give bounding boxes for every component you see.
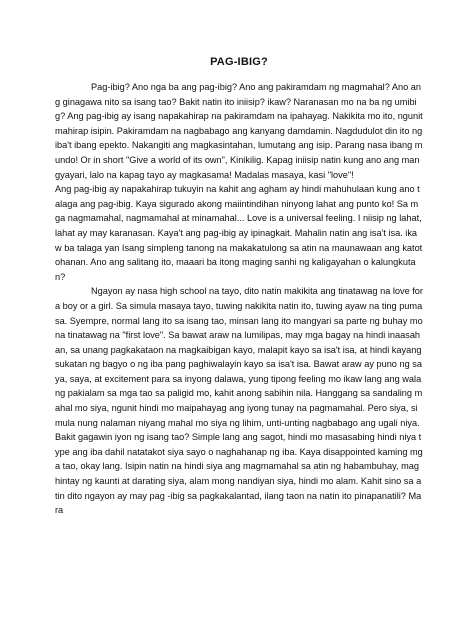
paragraph-2: Ang pag-ibig ay napakahirap tukuyin na kahit ang agham ay hindi mahuhulaan kung ano talaga ang pag-ibig. Kaya sigurado akong maiintindihan ninyong lahat ang punto ko! Sa mga nagmamahal, nagmamahal at minamahal... Love is a universal feeling. I niisip ng lahat, lahat ay may karanasan. Kaya't ang pag-ibig ay ipinagkait. Mahalin natin ang isa't isa. ikaw ba talaga yan Isang simpleng tanong na makakatulong sa atin na maunawaan ang katotohanan. Ano ang salitang ito, maaari ba itong maging sanhi ng kaligayahan o kalungkutan? xyxy=(55,184,423,282)
paragraph-1: Pag-ibig? Ano nga ba ang pag-ibig? Ano ang pakiramdam ng magmahal? Ano ang ginagawa nito sa isang tao? Bakit natin ito iniisip? ikaw? Naranasan mo na ba ng umibig? Ang pag-ibig ay isang napakahirap na pakiramdam na ipahayag. Nakikita mo ito, ngunit mahirap isipin. Pakiramdam na nagbabago ang kanyang damdamin. Nagdudulot din ito ng iba't ibang epekto. Nakangiti ang magkasintahan, lumutang ang isip. Parang nasa ibang mundo! Or in short "Give a world of its own", Kinikilig. Kapag iniisip natin kung ano ang mangyayari, lalo na kapag tayo ay magkasama! Madalas masaya, kasi "love"! xyxy=(55,82,423,180)
document-title: PAG-IBIG? xyxy=(210,56,268,68)
paragraph-3: Ngayon ay nasa high school na tayo, dito natin makikita ang tinatawag na love for a boy or a girl. Sa simula masaya tayo, tuwing nakikita natin ito, tuwing ayaw na ting pumasa. Syempre, normal lang ito sa isang tao, minsan lang ito mangyari sa parte ng buhay mo na tinatawag na "first love". Sa bawat araw na lumilipas, may mga bagay na hindi inaasahan, sa unang pagkakataon na magkaibigan kayo, malapit kayo sa isa't isa, at hindi kayang sukatan ng bagyo o ng iba pang paghiwalayin kayo sa isa't isa. Bawat araw ay puno ng saya, saya, at excitement para sa inyong dalawa, yung tipong feeling mo ikaw lang ang walang pakialam sa mga tao sa paligid mo, kahit anong sabihin nila. Hanggang sa sandaling mahal mo siya, ngunit hindi mo maipahayag ang iyong tunay na pagmamahal. Pero siya, simula nung nalaman niyang mahal mo siya ng lihim, unti-unting nagbabago ang ugali niya. Bakit gagawin iyon ng isang tao? Simple lang ang sagot, hindi mo masasabing hindi niya type ang iba dahil natatakot siya sayo o naghahanap ng iba. Kaya disappointed kaming mga tao, okay lang. Isipin natin na hindi siya ang magmamahal sa atin ng habambuhay, maghintay ng kaunti at darating siya, alam mong nandiyan siya, hindi mo alam. Kahit sino sa atin dito ngayon ay may pag -ibig sa pagkakalantad, ilang taon na natin ito pinapanatili? Mara xyxy=(55,286,423,516)
